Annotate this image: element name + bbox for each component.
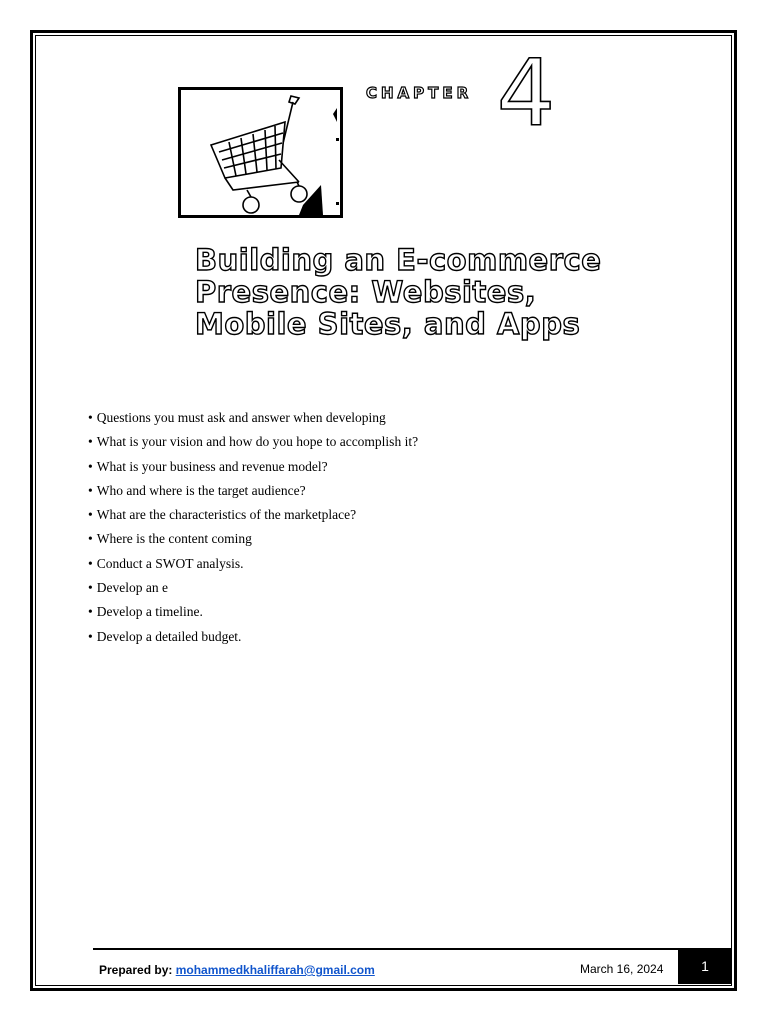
page-number-box xyxy=(678,948,732,984)
list-item: • Develop a detailed budget. xyxy=(88,627,688,651)
bullet-list xyxy=(88,408,688,651)
chapter-number: 4 xyxy=(496,40,556,147)
chapter-title xyxy=(195,244,615,340)
chapter-title-line: Presence: Websites, xyxy=(195,275,537,309)
chapter-image-frame xyxy=(178,87,343,218)
list-item: • What is your business and revenue model? xyxy=(88,457,688,481)
footer-date: March 16, 2024 xyxy=(580,962,664,976)
list-item: • What is your vision and how do you hope to accomplish it? xyxy=(88,432,688,456)
list-item: • Develop a timeline. xyxy=(88,602,688,626)
shopping-cart-icon xyxy=(181,90,340,215)
list-item: • What are the characteristics of the marketplace? xyxy=(88,505,688,529)
chapter-title-line: Mobile Sites, and Apps xyxy=(195,307,581,341)
list-item: • Where is the content coming xyxy=(88,529,688,553)
footer-divider xyxy=(93,948,679,950)
list-item: • Who and where is the target audience? xyxy=(88,481,688,505)
list-item: • Develop an e xyxy=(88,578,688,602)
list-item: • Questions you must ask and answer when developing xyxy=(88,408,688,432)
list-item: • Conduct a SWOT analysis. xyxy=(88,554,688,578)
chapter-title-line: Building an E-commerce xyxy=(195,243,602,277)
footer-prepared-by xyxy=(99,963,375,977)
author-email-link[interactable]: mohammedkhaliffarah@gmail.com xyxy=(175,963,375,977)
prepared-by-label: Prepared by: xyxy=(99,963,173,977)
page-number: 1 xyxy=(701,958,709,974)
chapter-label: CHAPTER xyxy=(366,84,473,102)
